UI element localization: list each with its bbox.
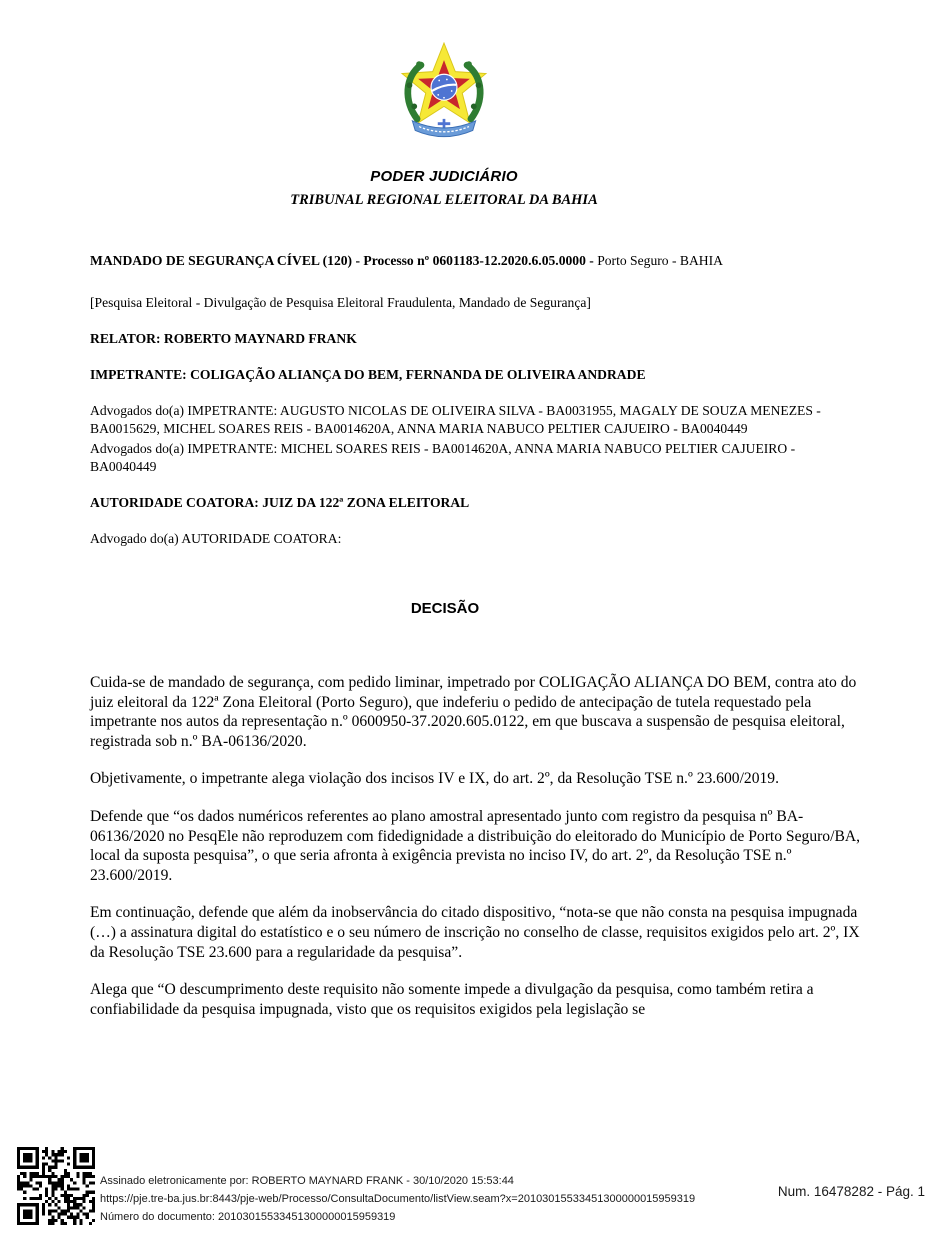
- document-number-line: Número do documento: 20103015533451300000015959319: [100, 1211, 396, 1223]
- case-identification: [90, 252, 860, 548]
- autoridade-coatora-line: AUTORIDADE COATORA: JUIZ DA 122ª ZONA ELEITORAL: [90, 495, 470, 510]
- case-subjects: [Pesquisa Eleitoral - Divulgação de Pesquisa Eleitoral Fraudulenta, Mandado de Segurança]: [90, 295, 591, 310]
- page-number-label: Num. 16478282 - Pág. 1: [777, 1184, 925, 1199]
- signature-block: [100, 1172, 695, 1226]
- process-line: [90, 252, 860, 270]
- impetrante-line: IMPETRANTE: COLIGAÇÃO ALIANÇA DO BEM, FERNANDA DE OLIVEIRA ANDRADE: [90, 367, 646, 382]
- brazil-coat-of-arms-icon: [396, 42, 492, 138]
- process-number: MANDADO DE SEGURANÇA CÍVEL (120) - Processo nº 0601183-12.2020.6.05.0000 -: [90, 253, 598, 268]
- court-header: [0, 42, 915, 209]
- decision-paragraph: Defende que “os dados numéricos referentes ao plano amostral apresentado junto com registro da pesquisa nº BA-06136/2020 no PesqEle não reproduzem com fidedignidade a distribuição do eleitorado do Município de Porto Seguro/BA, local da suposta pesquisa”, o que seria afronta à exigência prevista no inciso IV, do art. 2º, da Resolução TSE n.º 23.600/2019.: [90, 807, 861, 884]
- advogados-impetrante-1: Advogados do(a) IMPETRANTE: AUGUSTO NICOLAS DE OLIVEIRA SILVA - BA0031955, MAGALY DE SOUZA MENEZES - BA0015629, MICHEL SOARES REIS - BA0014620A, ANNA MARIA NABUCO PELTIER CAJUEIRO - BA0040449: [90, 403, 821, 436]
- header-tribunal: TRIBUNAL REGIONAL ELEITORAL DA BAHIA: [290, 192, 598, 208]
- qr-code: [17, 1147, 95, 1225]
- advogado-autoridade-line: Advogado do(a) AUTORIDADE COATORA:: [90, 531, 342, 546]
- verification-url: https://pje.tre-ba.jus.br:8443/pje-web/Processo/ConsultaDocumento/listView.seam?x=20103015533451300000015959319: [100, 1193, 696, 1205]
- decision-paragraph: Objetivamente, o impetrante alega violação dos incisos IV e IX, do art. 2º, da Resolução TSE n.º 23.600/2019.: [90, 770, 779, 788]
- signed-by-line: Assinado eletronicamente por: ROBERTO MAYNARD FRANK - 30/10/2020 15:53:44: [100, 1175, 514, 1187]
- advogados-impetrante-2: Advogados do(a) IMPETRANTE: MICHEL SOARES REIS - BA0014620A, ANNA MARIA NABUCO PELTIER CAJUEIRO - BA0040449: [90, 441, 796, 474]
- relator-line: RELATOR: ROBERTO MAYNARD FRANK: [90, 331, 357, 346]
- process-location: Porto Seguro - BAHIA: [597, 253, 723, 268]
- decision-body: [90, 673, 860, 1019]
- decision-paragraph: Cuida-se de mandado de segurança, com pedido liminar, impetrado por COLIGAÇÃO ALIANÇA DO BEM, contra ato do juiz eleitoral da 122ª Zona Eleitoral (Porto Seguro), que indeferiu o pedido de antecipação de tutela requestado pela impetrante nos autos da representação n.º 0600950-37.2020.605.0122, em que buscava a suspensão de pesquisa eleitoral, registrada sob n.º BA-06136/2020.: [90, 674, 857, 750]
- document-page: [0, 42, 942, 1242]
- decision-paragraph: Alega que “O descumprimento deste requisito não somente impede a divulgação da pesquisa, como também retira a confiabilidade da pesquisa impugnada, visto que os requisitos exigidos pela legislação se: [90, 981, 814, 1018]
- decision-title: DECISÃO: [410, 600, 480, 617]
- header-poder-judiciario: PODER JUDICIÁRIO: [370, 168, 518, 185]
- decision-paragraph: Em continuação, defende que além da inobservância do citado dispositivo, “nota-se que não consta na pesquisa impugnada (…) a assinatura digital do estatístico e o seu número de inscrição no conselho de classe, requisitos exigidos pelo art. 2º, IX da Resolução TSE 23.600 para a regularidade da pesquisa”.: [90, 904, 860, 961]
